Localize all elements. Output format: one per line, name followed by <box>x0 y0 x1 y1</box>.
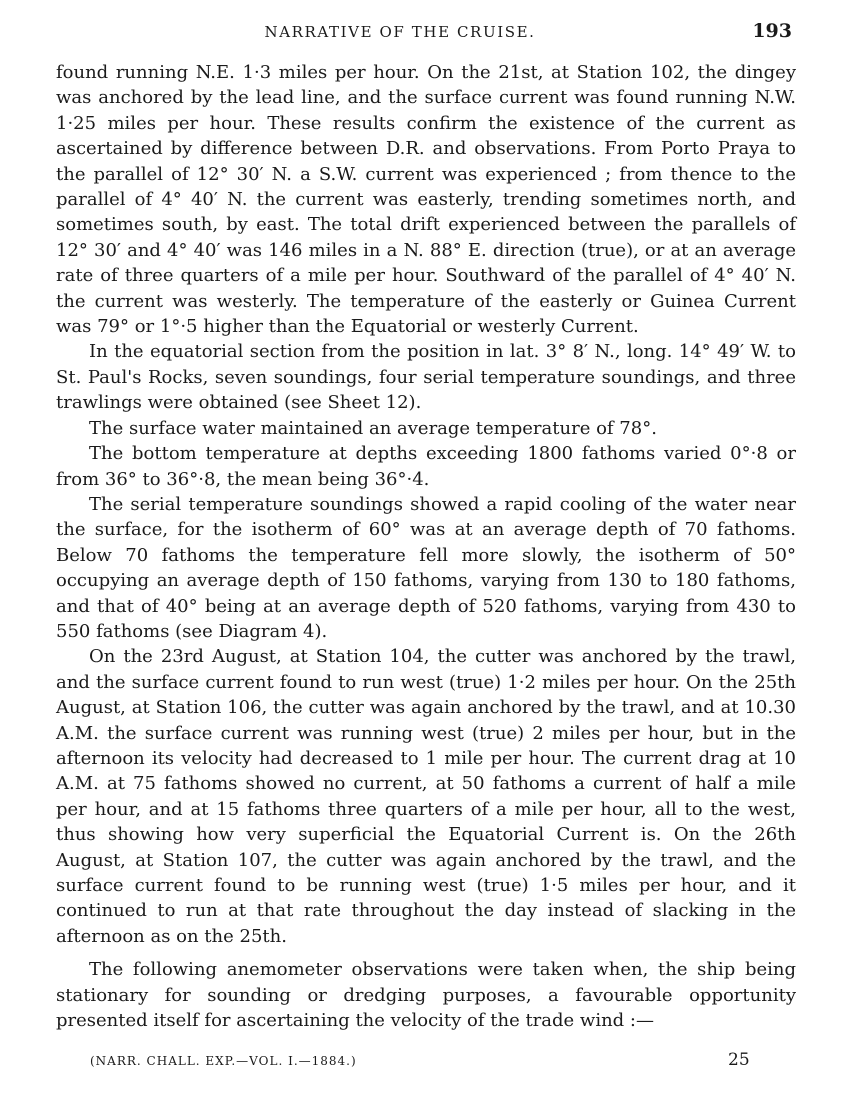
running-head <box>0 20 850 44</box>
page-number: 193 <box>752 20 792 42</box>
paragraph-surface-water: The surface water maintained an average temperature of 78°. <box>89 417 657 439</box>
paragraph-equatorial-section: In the equatorial section from the position in lat. 3° 8′ N., long. 14° 49′ W. to St. Paul's Rocks, seven soundings, four serial temperature soundings, and three trawlings were obtained (see Sheet 12). <box>56 341 796 414</box>
footer-reference: (NARR. CHALL. EXP.—VOL. I.—1884.) <box>90 1054 357 1068</box>
paragraph-bottom-temperature: The bottom temperature at depths exceeding 1800 fathoms varied 0°·8 or from 36° to 36°·8, the mean being 36°·4. <box>56 443 796 490</box>
paragraph-serial-soundings: The serial temperature soundings showed a rapid cooling of the water near the surface, for the isotherm of 60° was at an average depth of 70 fathoms. Below 70 fathoms the temperature fell more slowly, the isotherm of 50° occupying an average depth of 150 fathoms, varying from 130 to 180 fathoms, and that of 40° being at an average depth of 520 fathoms, varying from 430 to 550 fathoms (see Diagram 4). <box>56 493 796 642</box>
paragraph-continued: found running N.E. 1·3 miles per hour. On the 21st, at Station 102, the dingey was anchored by the lead line, and the surface current was found running N.W. 1·25 miles per hour. These results confirm the existence of the current as ascertained by difference between D.R. and observations. From Porto Praya to the parallel of 12° 30′ N. a S.W. current was experienced ; from thence to the parallel of 4° 40′ N. the current was easterly, trending sometimes north, and sometimes south, by east. The total drift experienced between the parallels of 12° 30′ and 4° 40′ was 146 miles in a N. 88° E. direction (true), or at an average rate of three quarters of a mile per hour. Southward of the parallel of 4° 40′ N. the current was westerly. The temperature of the easterly or Guinea Current was 79° or 1°·5 higher than the Equatorial or westerly Current. <box>56 62 796 338</box>
body-text <box>56 60 796 1033</box>
paragraph-anemometer: The following anemometer observations were taken when, the ship being stationary for sounding or dredging purposes, a favourable opportunity presented itself for ascertaining the velocity of the trade wind :— <box>56 959 796 1032</box>
footer-signature: 25 <box>728 1050 750 1070</box>
running-title: NARRATIVE OF THE CRUISE. <box>264 23 536 41</box>
paragraph-currents: On the 23rd August, at Station 104, the cutter was anchored by the trawl, and the surface current found to run west (true) 1·2 miles per hour. On the 25th August, at Station 106, the cutter was again anchored by the trawl, and at 10.30 A.M. the surface current was running west (true) 2 miles per hour, but in the afternoon its velocity had decreased to 1 mile per hour. The current drag at 10 A.M. at 75 fathoms showed no current, at 50 fathoms a current of half a mile per hour, and at 15 fathoms three quarters of a mile per hour, all to the west, thus showing how very superficial the Equatorial Current is. On the 26th August, at Station 107, the cutter was again anchored by the trawl, and the surface current found to be running west (true) 1·5 miles per hour, and it continued to run at that rate throughout the day instead of slacking in the afternoon as on the 25th. <box>56 646 796 947</box>
